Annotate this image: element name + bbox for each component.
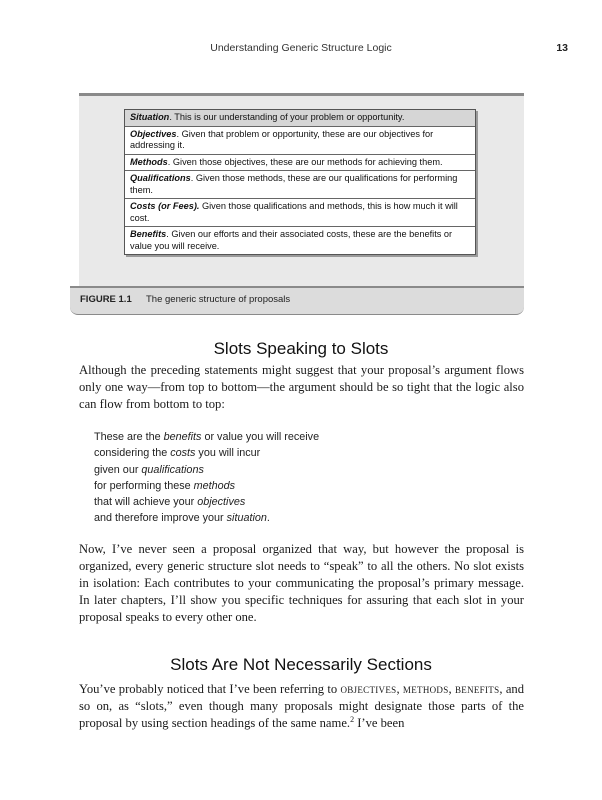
list-item bbox=[94, 462, 514, 478]
section-heading: Slots Speaking to Slots bbox=[213, 339, 389, 358]
body-paragraph: Now, I’ve never seen a proposal organized that way, but however the proposal is organized, every generic structure slot needs to “speak” to all the others. No slot exists in isolation: Each contributes to your communicating the proposal’s primary message. In later chapters, I’ll show you specific techniques for assuring that each slot in your proposal speaks to every other one. bbox=[79, 542, 524, 624]
reverse-logic-list bbox=[94, 429, 514, 527]
list-item-emphasis: situation bbox=[226, 512, 267, 525]
figure-label: FIGURE 1.1 bbox=[80, 294, 132, 305]
list-item-emphasis: methods bbox=[193, 479, 236, 492]
slot-name: Methods bbox=[130, 156, 168, 167]
list-item-text: . bbox=[266, 512, 270, 525]
slot-row-costs bbox=[125, 199, 475, 227]
slot-name: Qualifications bbox=[130, 173, 191, 183]
list-item-text: given our bbox=[94, 463, 142, 476]
slot-text: Given those qualifications and methods, this is how much it will cost. bbox=[130, 201, 458, 223]
list-item-text: for performing these bbox=[94, 479, 194, 492]
separator: , bbox=[448, 682, 455, 696]
list-item bbox=[94, 429, 514, 445]
list-item-text: you will incur bbox=[195, 447, 261, 460]
list-item bbox=[94, 478, 514, 494]
slot-name: Objectives bbox=[130, 128, 177, 139]
slot-row-methods bbox=[125, 155, 475, 172]
figure-top-rule bbox=[79, 93, 524, 96]
slot-name: Benefits bbox=[130, 229, 167, 239]
list-item-text: considering the bbox=[94, 447, 171, 460]
slot-row-objectives bbox=[125, 127, 475, 155]
list-item-emphasis: qualifications bbox=[141, 463, 204, 476]
list-item-text: or value you will receive bbox=[201, 431, 320, 443]
footnote-reference[interactable]: 2 bbox=[350, 714, 355, 724]
slot-text: . Given those objectives, these are our methods for achieving them. bbox=[167, 156, 443, 167]
figure-caption-text: The generic structure of proposals bbox=[146, 294, 291, 305]
figure-caption bbox=[70, 288, 524, 315]
slot-row-situation bbox=[125, 110, 475, 127]
term-methods: methods bbox=[402, 682, 449, 696]
slot-name: Situation bbox=[130, 112, 170, 122]
slot-name: Costs (or Fees). bbox=[130, 201, 200, 211]
paragraph-text: You’ve probably noticed that I’ve been referring to bbox=[79, 682, 341, 696]
paragraph-text: I’ve been bbox=[354, 716, 405, 730]
list-item-text: These are the bbox=[94, 431, 164, 443]
term-objectives: objectives bbox=[340, 682, 397, 696]
running-title: Understanding Generic Structure Logic bbox=[210, 42, 392, 54]
slot-text: . This is our understanding of your problem or opportunity. bbox=[169, 112, 405, 122]
running-head bbox=[0, 42, 602, 58]
list-item bbox=[94, 510, 514, 526]
slot-row-qualifications bbox=[125, 171, 475, 199]
slot-text: . Given our efforts and their associated costs, these are the benefits or value you will receive. bbox=[130, 229, 453, 251]
section-heading: Slots Are Not Necessarily Sections bbox=[170, 655, 432, 674]
list-item-emphasis: costs bbox=[170, 447, 196, 460]
separator: , bbox=[396, 682, 403, 696]
body-paragraph bbox=[79, 681, 524, 732]
intro-paragraph: Although the preceding statements might suggest that your proposal’s argument flows only one way—from top to bottom—the argument should be so tight that the logic also can flow from bottom to top: bbox=[79, 363, 524, 411]
list-item-emphasis: benefits bbox=[163, 431, 202, 443]
term-benefits: benefits bbox=[454, 682, 500, 696]
list-item bbox=[94, 445, 514, 461]
paragraph-text: , and so on, as “slots,” even though many proposals might designate those parts of the proposal by using section headings of the same name. bbox=[79, 682, 525, 730]
slot-row-benefits bbox=[125, 227, 475, 254]
slot-text: . Given that problem or opportunity, these are our objectives for addressing it. bbox=[130, 128, 434, 150]
page-number: 13 bbox=[556, 42, 568, 54]
list-item-emphasis: objectives bbox=[197, 496, 246, 509]
generic-structure-table bbox=[124, 109, 476, 255]
list-item-text: that will achieve your bbox=[94, 496, 198, 509]
slot-text: . Given those methods, these are our qualifications for performing them. bbox=[130, 173, 458, 195]
list-item-text: and therefore improve your bbox=[94, 512, 227, 525]
list-item bbox=[94, 494, 514, 510]
